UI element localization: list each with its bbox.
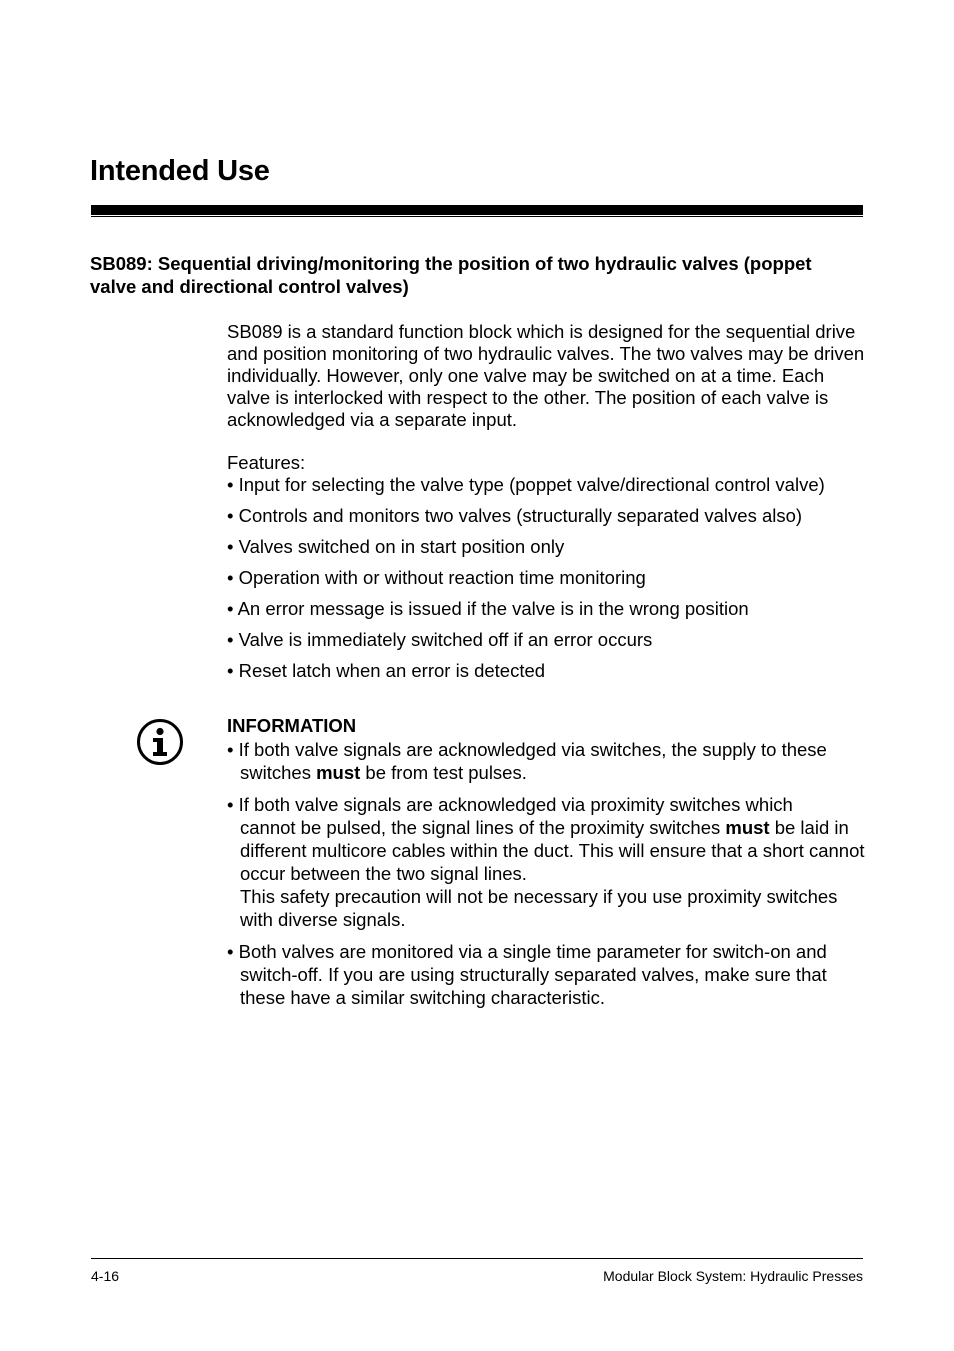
emphasis: must (725, 817, 770, 838)
info-continuation (227, 761, 867, 784)
info-continuation: switch-off. If you are using structurally separated valves, make sure that these have a similar switching characteristic. (240, 964, 827, 1008)
info-line: • If both valve signals are acknowledged via proximity switches which (227, 794, 793, 815)
list-item: • Operation with or without reaction time monitoring (227, 567, 646, 588)
title-rule (91, 205, 863, 215)
info-continuation: This safety precaution will not be necessary if you use proximity switches with diverse signals. (240, 886, 838, 930)
section-heading: SB089: Sequential driving/monitoring the position of two hydraulic valves (poppet valve and directional control valves) (90, 253, 812, 297)
information-item (227, 793, 867, 931)
information-block (227, 715, 867, 1018)
information-list (227, 738, 867, 1009)
list-item: • Valve is immediately switched off if an error occurs (227, 629, 653, 650)
page-title: Intended Use (90, 155, 270, 187)
information-title: INFORMATION (227, 715, 357, 736)
list-item: • Input for selecting the valve type (poppet valve/directional control valve) (227, 474, 825, 495)
info-text: switches (240, 762, 317, 783)
list-item: • An error message is issued if the valve is in the wrong position (227, 598, 749, 619)
intro-paragraph: SB089 is a standard function block which is designed for the sequential drive and position monitoring of two hydraulic valves. The two valves may be driven individually. However, only one valve may be switched on at a time. Each valve is interlocked with respect to the other. The position of each valve is acknowledged via a separate input. (227, 321, 865, 430)
info-continuation (227, 816, 867, 885)
list-item: • Valves switched on in start position only (227, 536, 565, 557)
list-item: • Controls and monitors two valves (structurally separated valves also) (227, 505, 803, 526)
info-icon (136, 718, 184, 766)
info-line: • Both valves are monitored via a single time parameter for switch-on and (227, 941, 827, 962)
emphasis: must (316, 762, 361, 783)
page-number: 4-16 (91, 1268, 120, 1284)
features-list (227, 474, 867, 682)
footer-document-title: Modular Block System: Hydraulic Presses (603, 1268, 863, 1284)
features-block (227, 452, 867, 691)
info-text: cannot be pulsed, the signal lines of the proximity switches (240, 817, 726, 838)
information-item (227, 940, 867, 1009)
features-label: Features: (227, 452, 306, 473)
info-text: be from test pulses. (360, 762, 527, 783)
info-line: • If both valve signals are acknowledged via switches, the supply to these (227, 739, 827, 760)
list-item: • Reset latch when an error is detected (227, 660, 546, 681)
info-text: be laid in different multicore cables within the duct. This will ensure that a short cannot occur between the two signal lines. (240, 817, 865, 884)
footer-rule (91, 1258, 863, 1259)
information-item (227, 738, 867, 784)
intro-block (227, 321, 867, 431)
